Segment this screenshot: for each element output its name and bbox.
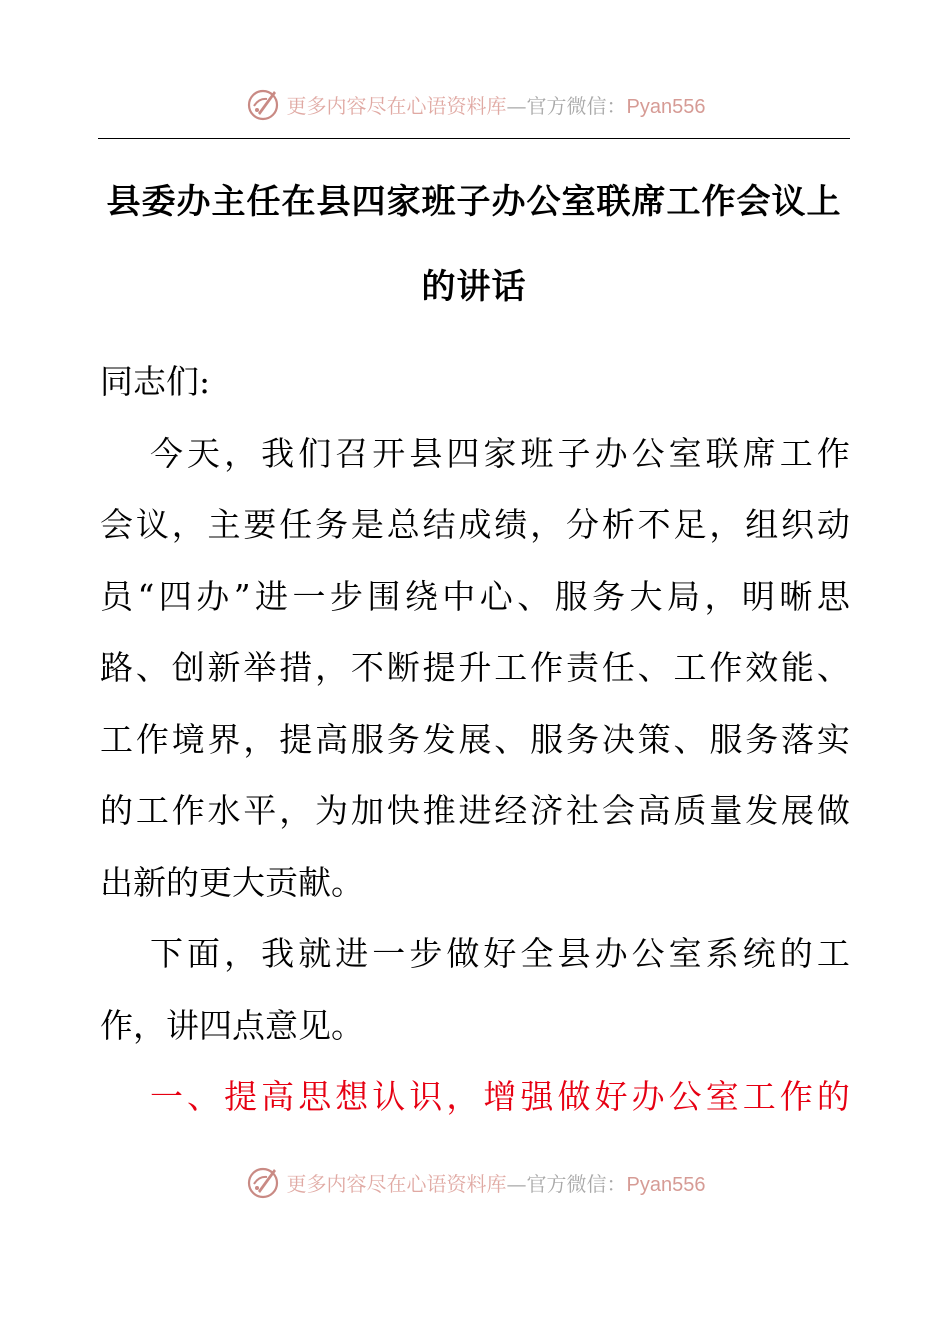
glyph: 办 xyxy=(631,1077,665,1116)
glyph: 高 xyxy=(315,719,349,759)
glyph: 务 xyxy=(565,719,599,759)
glyph: 联 xyxy=(705,433,739,473)
glyph: 面 xyxy=(187,934,221,973)
glyph: ， xyxy=(530,505,564,544)
watermark-wechat-id: Pyan556 xyxy=(626,1173,706,1196)
glyph: 服 xyxy=(554,576,588,616)
glyph: 质 xyxy=(673,791,707,830)
glyph: 、 xyxy=(187,1077,221,1116)
glyph: 公 xyxy=(631,934,665,973)
glyph: 升 xyxy=(458,648,492,687)
pen-logo-icon xyxy=(245,86,281,122)
paragraph-1-line-7: 出新的更大贡献。 xyxy=(100,862,364,902)
glyph: 举 xyxy=(243,648,277,687)
paragraph-1-line-3 xyxy=(100,561,850,633)
glyph: 一 xyxy=(150,1077,183,1116)
watermark-wechat-id: Pyan556 xyxy=(626,95,706,118)
watermark-dash: — xyxy=(506,1171,527,1196)
salutation: 同志们: xyxy=(100,362,211,401)
glyph: 务 xyxy=(315,505,349,544)
glyph: 析 xyxy=(601,505,635,544)
glyph: 子 xyxy=(557,433,591,473)
glyph: ， xyxy=(224,433,258,473)
glyph: ， xyxy=(709,505,743,544)
glyph: 围 xyxy=(367,576,401,616)
glyph: 、 xyxy=(494,719,528,759)
glyph: 步 xyxy=(409,934,443,973)
glyph: 作 xyxy=(816,433,850,473)
glyph: 工 xyxy=(816,934,850,973)
glyph: 织 xyxy=(781,505,815,544)
glyph: 我 xyxy=(261,934,295,973)
glyph: 效 xyxy=(745,648,779,687)
glyph: 工 xyxy=(100,719,133,759)
glyph: 加 xyxy=(350,791,384,830)
glyph: 局 xyxy=(667,576,700,616)
glyph: 室 xyxy=(668,934,702,973)
glyph: 县 xyxy=(557,934,591,973)
glyph: 天 xyxy=(187,433,221,473)
glyph: 县 xyxy=(409,433,443,473)
glyph: 社 xyxy=(565,791,599,830)
glyph: 发 xyxy=(745,791,779,830)
paragraph-2-line-1 xyxy=(100,918,850,990)
glyph: 想 xyxy=(335,1077,369,1116)
glyph: 作 xyxy=(779,1077,813,1116)
glyph: 办 xyxy=(196,576,230,616)
section-heading-1 xyxy=(100,1061,850,1133)
glyph: 一 xyxy=(372,934,406,973)
glyph: “ xyxy=(137,576,155,616)
glyph: 办 xyxy=(594,934,628,973)
glyph: 分 xyxy=(565,505,599,544)
glyph: 的 xyxy=(100,791,133,830)
footer-watermark xyxy=(0,1160,950,1204)
glyph: 成 xyxy=(458,505,492,544)
glyph: 为 xyxy=(315,791,349,830)
glyph: 主 xyxy=(207,505,241,544)
paragraph-1-line-2 xyxy=(100,489,850,561)
glyph: 提 xyxy=(224,1077,258,1116)
glyph: 界 xyxy=(207,719,241,759)
watermark-promo-text: 更多内容尽在心语资料库 xyxy=(286,1171,507,1196)
glyph: 境 xyxy=(171,719,205,759)
glyph: 、 xyxy=(673,719,707,759)
glyph: 是 xyxy=(350,505,384,544)
glyph: ， xyxy=(224,934,258,973)
glyph: 实 xyxy=(816,719,850,759)
glyph: 的 xyxy=(816,1077,850,1116)
glyph: 开 xyxy=(372,433,406,473)
paragraph-1-line-5 xyxy=(100,704,850,776)
glyph: 量 xyxy=(709,791,743,830)
document-body xyxy=(100,346,850,1133)
glyph: 的 xyxy=(779,934,813,973)
paragraph-1-line-1 xyxy=(100,418,850,490)
glyph: 进 xyxy=(458,791,492,830)
glyph: 室 xyxy=(705,1077,739,1116)
glyph: 四 xyxy=(446,433,480,473)
glyph: 务 xyxy=(386,719,420,759)
glyph: 路 xyxy=(100,648,133,687)
glyph: 断 xyxy=(386,648,420,687)
glyph: 水 xyxy=(207,791,241,830)
paragraph-1-line-4 xyxy=(100,632,850,704)
glyph: 快 xyxy=(386,791,420,830)
glyph: 今 xyxy=(150,433,183,473)
glyph: 发 xyxy=(422,719,456,759)
glyph: 中 xyxy=(442,576,476,616)
glyph: 展 xyxy=(781,791,815,830)
header-watermark xyxy=(0,82,950,126)
glyph: 高 xyxy=(637,791,671,830)
glyph: 议 xyxy=(135,505,169,544)
glyph: ” xyxy=(233,576,251,616)
glyph: 认 xyxy=(372,1077,406,1116)
glyph: 、 xyxy=(135,648,169,687)
glyph: ， xyxy=(315,648,349,687)
glyph: 动 xyxy=(816,505,850,544)
glyph: 我 xyxy=(261,433,295,473)
glyph: 系 xyxy=(705,934,739,973)
glyph: ， xyxy=(446,1077,480,1116)
glyph: 家 xyxy=(483,433,517,473)
glyph: 新 xyxy=(207,648,241,687)
glyph: 进 xyxy=(335,934,369,973)
glyph: 识 xyxy=(409,1077,443,1116)
glyph: 思 xyxy=(298,1077,332,1116)
glyph: 工 xyxy=(673,648,707,687)
glyph: 就 xyxy=(298,934,332,973)
glyph: 务 xyxy=(592,576,626,616)
glyph: 工 xyxy=(494,648,528,687)
glyph: 要 xyxy=(243,505,277,544)
glyph: 四 xyxy=(158,576,192,616)
glyph: 总 xyxy=(386,505,420,544)
glyph: 平 xyxy=(243,791,277,830)
pen-logo-icon xyxy=(245,1164,281,1200)
paragraph-2-line-2: 作，讲四点意见。 xyxy=(100,1005,364,1045)
glyph: 们 xyxy=(298,433,332,473)
glyph: ， xyxy=(243,719,277,759)
glyph: 大 xyxy=(629,576,663,616)
glyph: ， xyxy=(279,791,313,830)
glyph: 组 xyxy=(745,505,779,544)
glyph: 作 xyxy=(135,719,169,759)
watermark-dash: — xyxy=(506,93,527,118)
glyph: 经 xyxy=(494,791,528,830)
glyph: 展 xyxy=(458,719,492,759)
glyph: 办 xyxy=(594,433,628,473)
glyph: 室 xyxy=(668,433,702,473)
glyph: 绕 xyxy=(404,576,438,616)
glyph: 任 xyxy=(279,505,313,544)
glyph: 进 xyxy=(255,576,289,616)
glyph: 服 xyxy=(350,719,384,759)
glyph: 足 xyxy=(673,505,707,544)
document-title xyxy=(98,160,850,330)
glyph: 步 xyxy=(329,576,363,616)
glyph: 济 xyxy=(530,791,564,830)
glyph: 绩 xyxy=(494,505,528,544)
glyph: 公 xyxy=(668,1077,702,1116)
glyph: 提 xyxy=(422,648,456,687)
glyph: 不 xyxy=(350,648,384,687)
glyph: 工 xyxy=(742,1077,776,1116)
glyph: 务 xyxy=(745,719,779,759)
paragraph-1-line-6 xyxy=(100,775,850,847)
glyph: 公 xyxy=(631,433,665,473)
glyph: 班 xyxy=(520,433,554,473)
glyph: 高 xyxy=(261,1077,295,1116)
glyph: 强 xyxy=(520,1077,554,1116)
glyph: ， xyxy=(704,576,738,616)
glyph: 增 xyxy=(483,1077,517,1116)
glyph: 、 xyxy=(517,576,551,616)
glyph: 作 xyxy=(530,648,564,687)
glyph: 创 xyxy=(171,648,205,687)
glyph: ， xyxy=(171,505,205,544)
watermark-wechat-label: 官方微信： xyxy=(526,93,627,118)
glyph: 好 xyxy=(483,934,517,973)
glyph: 心 xyxy=(479,576,513,616)
glyph: 结 xyxy=(422,505,456,544)
glyph: 做 xyxy=(446,934,480,973)
watermark-promo-text: 更多内容尽在心语资料库 xyxy=(286,93,507,118)
glyph: 、 xyxy=(816,648,850,687)
glyph: 作 xyxy=(709,648,743,687)
glyph: 会 xyxy=(601,791,635,830)
glyph: 责 xyxy=(565,648,599,687)
glyph: 、 xyxy=(637,648,671,687)
glyph: 做 xyxy=(816,791,850,830)
title-line-1: 县委办主任在县四家班子办公室联席工作会议上 xyxy=(106,182,842,222)
glyph: 决 xyxy=(601,719,635,759)
glyph: 下 xyxy=(150,934,183,973)
title-line-2: 的讲话 xyxy=(421,267,527,307)
glyph: 落 xyxy=(781,719,815,759)
glyph: 统 xyxy=(742,934,776,973)
glyph: 作 xyxy=(171,791,205,830)
watermark-wechat-label: 官方微信： xyxy=(526,1171,627,1196)
glyph: 思 xyxy=(816,576,850,616)
glyph: 推 xyxy=(422,791,456,830)
glyph: 做 xyxy=(557,1077,591,1116)
glyph: 晰 xyxy=(779,576,813,616)
glyph: 全 xyxy=(520,934,554,973)
glyph: 能 xyxy=(781,648,815,687)
glyph: 一 xyxy=(292,576,326,616)
glyph: 好 xyxy=(594,1077,628,1116)
glyph: 明 xyxy=(741,576,775,616)
glyph: 员 xyxy=(100,576,133,616)
glyph: 提 xyxy=(279,719,313,759)
glyph: 席 xyxy=(742,433,776,473)
glyph: 工 xyxy=(779,433,813,473)
glyph: 服 xyxy=(530,719,564,759)
glyph: 措 xyxy=(279,648,313,687)
glyph: 会 xyxy=(100,505,133,544)
glyph: 服 xyxy=(709,719,743,759)
glyph: 不 xyxy=(637,505,671,544)
glyph: 任 xyxy=(601,648,635,687)
glyph: 召 xyxy=(335,433,369,473)
glyph: 工 xyxy=(135,791,169,830)
header-divider xyxy=(98,138,850,139)
glyph: 策 xyxy=(637,719,671,759)
